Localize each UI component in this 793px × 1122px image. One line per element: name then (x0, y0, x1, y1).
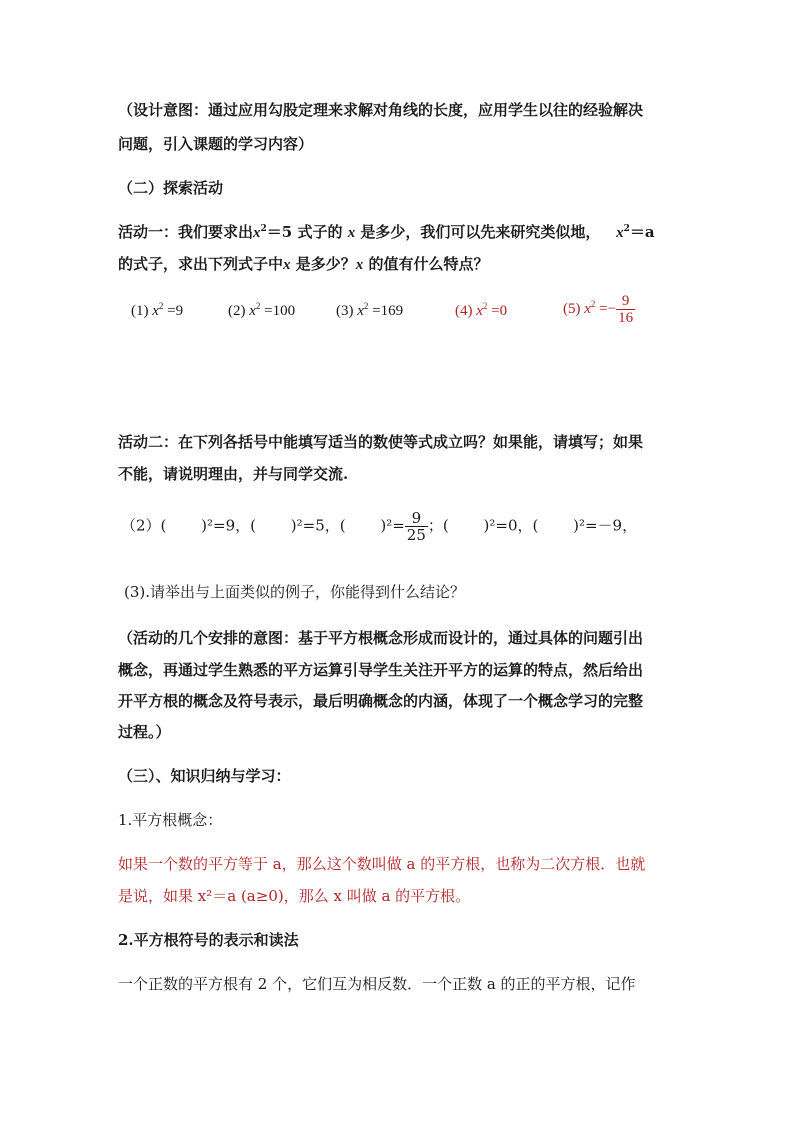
equation-2: (2) $x^2 =100$ (228, 301, 296, 319)
equation-3: (3) $x^2 =169$ (336, 301, 404, 319)
activity-1-text-d: ＝a (629, 223, 655, 241)
activity-1-line-1 (118, 221, 655, 244)
equation-4: (4) $x^2 =0$ (455, 301, 508, 319)
section-2-title: （二）探索活动 (118, 179, 224, 197)
intent-line-3: 开平方根的概念及符号表示，最后明确概念的内涵，体现了一个概念学习的完整 (118, 692, 644, 710)
activity-2-line-1: 活动二：在下列各括号中能填写适当的数使等式成立吗？如果能，请填写；如果 (118, 433, 644, 451)
blanks-part-2: ；( )²=0，( )²=－9， (427, 516, 638, 535)
design-intent-line-2: 问题，引入课题的学习内容） (118, 135, 314, 153)
var-x: x (253, 225, 261, 241)
last-line: 一个正数的平方根有 2 个，它们互为相反数．一个正数 a 的正的平方根，记作 (118, 975, 636, 993)
item-1-title: 1.平方根概念： (118, 811, 223, 829)
var-x: x (355, 257, 364, 273)
superscript-2: 2 (623, 224, 630, 234)
activity-1-text-b: ＝5 式子的 (266, 223, 343, 241)
var-x: x (616, 225, 624, 241)
activity-1-text-a: 活动一：我们要求出 (118, 223, 254, 241)
activity-1-text-e: 的式子，求出下列式子中 (118, 255, 284, 273)
section-3-title: （三）、知识归纳与学习： (118, 767, 291, 785)
intent-line-4: 过程。） (118, 723, 171, 741)
activity-1-text-f: 是多少？ (295, 255, 356, 273)
design-intent-line-1: （设计意图：通过应用勾股定理来求解对角线的长度，应用学生以往的经验解决 (118, 101, 644, 119)
activity-1-text-g: 的值有什么特点？ (368, 255, 489, 273)
question-3: (3).请举出与上面类似的例子，你能得到什么结论？ (124, 583, 466, 601)
activity-1-text-c: 是多少，我们可以先来研究类似地， (360, 223, 601, 241)
fraction-9-25: $\frac{9}{25}$ (406, 509, 426, 544)
var-x: x (347, 225, 356, 241)
superscript-2: 2 (260, 224, 267, 234)
intent-line-2: 概念，再通过学生熟悉的平方运算引导学生关注开平方的运算的特点，然后给出 (118, 661, 644, 679)
var-x: x (283, 257, 291, 273)
blanks-part-1: （2）( )²=9，( )²=5，( )²= (121, 516, 405, 535)
item-2-title: 2.平方根符号的表示和读法 (118, 931, 299, 949)
definition-line-1: 如果一个数的平方等于 a，那么这个数叫做 a 的平方根，也称为二次方根．也就 (118, 855, 646, 873)
fill-in-blanks-row (121, 510, 637, 543)
fraction-9-16: $\frac{9}{16}$ (618, 293, 634, 326)
equation-1: (1) $x^2 =9$ (131, 301, 184, 319)
activity-1-line-2 (118, 253, 489, 276)
definition-line-2: 是说，如果 x²＝a (a≥0)，那么 x 叫做 a 的平方根。 (118, 887, 471, 905)
intent-line-1: （活动的几个安排的意图：基于平方根概念形成而设计的，通过具体的问题引出 (118, 629, 644, 647)
activity-2-line-2: 不能，请说明理由，并与同学交流. (118, 465, 349, 483)
equation-5: (5) $x^2$ =− $\frac{9}{16}$ (563, 293, 634, 326)
